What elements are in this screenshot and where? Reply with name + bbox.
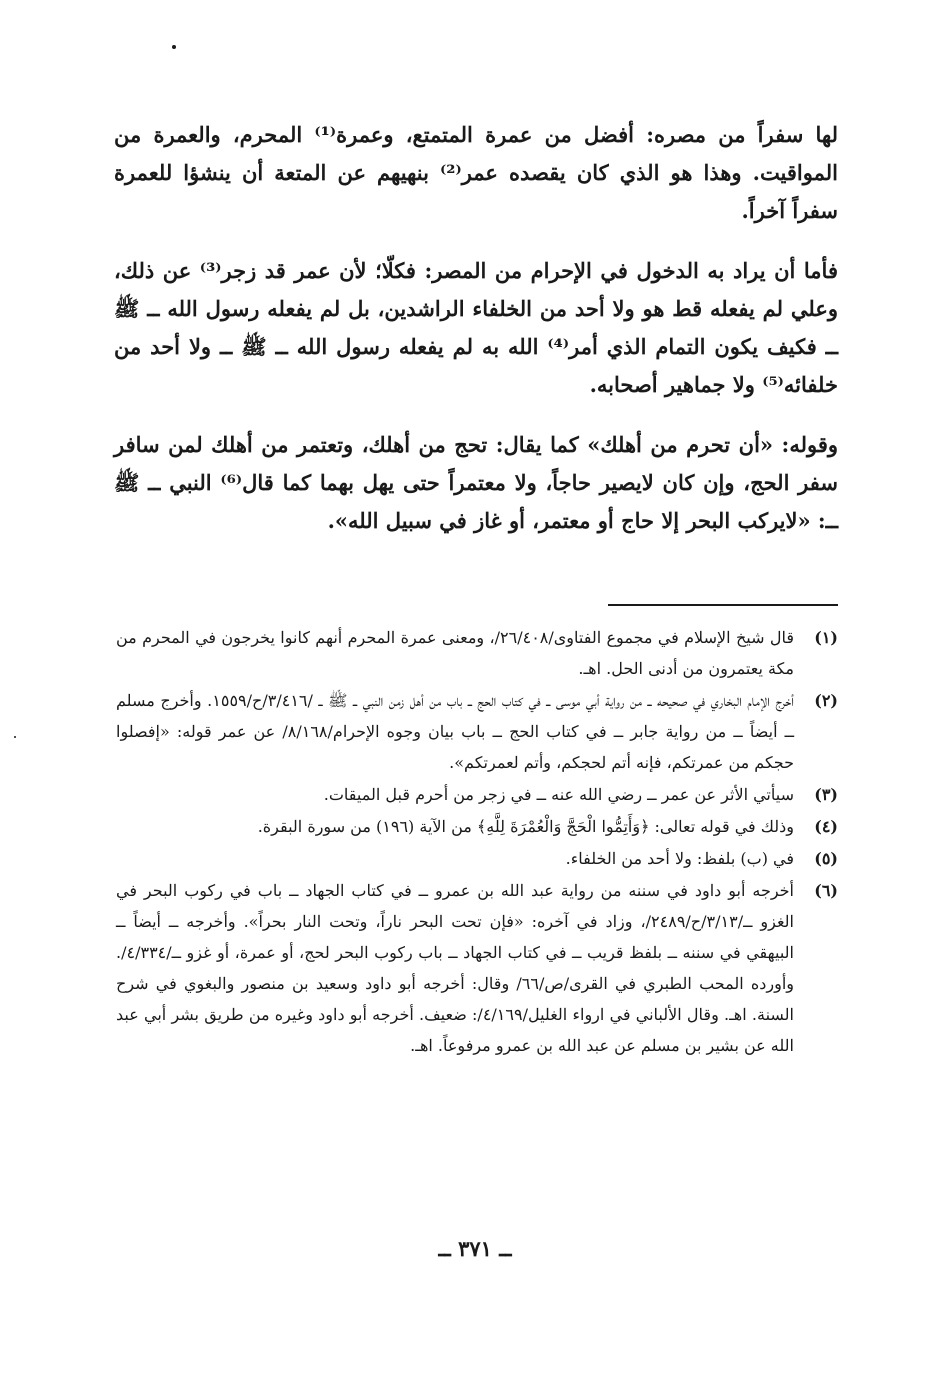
footnote <box>116 843 838 874</box>
footnote <box>116 622 838 684</box>
footnote-number: (٤) <box>814 817 838 836</box>
ink-speck <box>14 736 16 738</box>
footnote-text: أخرج الإمام البخاري في صحيحه ــ من رواية أبي موسى ــ في كتاب الحج ــ باب من أهل زمن النبي ــ ﷺ ــ /٣/٤١٦/ح/١٥٥٩. وأخرج مسلم ــ أيضاً ــ من رواية جابر ــ في كتاب الحج ــ باب بيان وجوه الإحرام/٨/١٦٨/ عن عمر قوله: «إفصلوا حجكم من عمرتكم، فإنه أتم لحجكم، وأتم لعمرتكم». <box>116 691 795 772</box>
footnote-number: (١) <box>814 628 838 647</box>
footnote-number: (٦) <box>814 881 838 900</box>
footnote-text: وذلك في قوله تعالى: ﴿وَأَتِمُّوا الْحَجَّ وَالْعُمْرَةَ لِلَّهِ﴾ من الآية (١٩٦) من سورة البقرة. <box>257 817 794 836</box>
paragraph: وقوله: «أن تحرم من أهلك» كما يقال: تحج من أهلك، وتعتمر من أهلك لمن سافر سفر الحج، وإن كان لايصير حاجاً، ولا معتمراً حتى يهل بهما كما قال⁽⁶⁾ النبي ــ ﷺ ــ: «لايركب البحر إلا حاج أو معتمر، أو غاز في سبيل الله». <box>114 432 838 533</box>
footnote <box>116 685 838 778</box>
footnote-divider <box>608 604 838 606</box>
ink-speck <box>172 45 176 49</box>
paragraph: فأما أن يراد به الدخول في الإحرام من المصر: فكلّا؛ لأن عمر قد زجر⁽³⁾ عن ذلك، وعلي لم يفعله قط هو ولا أحد من الخلفاء الراشدين، بل لم يفعله رسول الله ــ ﷺ ــ فكيف يكون التمام الذي أمر⁽⁴⁾ الله به لم يفعله رسول الله ــ ﷺ ــ ولا أحد من خلفائه⁽⁵⁾ ولا جماهير أصحابه. <box>114 258 838 397</box>
footnote-text: سيأتي الأثر عن عمر ــ رضي الله عنه ــ في زجر من أحرم قبل الميقات. <box>323 785 794 804</box>
footnote-text: قال شيخ الإسلام في مجموع الفتاوى/٢٦/٤٠٨/، ومعنى عمرة المحرم أنهم كانوا يخرجون في المحرم من مكة يعتمرون من أدنى الحل. اهـ. <box>116 628 795 678</box>
main-text <box>114 116 838 562</box>
footnote-number: (٣) <box>814 785 838 804</box>
page-number: ــ ٣٧١ ــ <box>438 1236 512 1261</box>
footnote-text: أخرجه أبو داود في سننه من رواية عبد الله بن عمرو ــ في كتاب الجهاد ــ باب في ركوب البحر في الغزو ــ/٣/١٣/ح/٢٤٨٩/، وزاد في آخره: «فإن تحت البحر ناراً، وتحت النار بحراً». وأخرجه ــ أيضاً ــ البيهقي في سننه ــ بلفظ قريب ــ في كتاب الجهاد ــ باب ركوب البحر لحج، أو عمرة، أو غزو ــ/٤/٣٣٤/. وأورده المحب الطبري في القرى/ص/٦٦/ وقال: أخرجه أبو داود وسعيد بن منصور والبغوي في شرح السنة. اهـ. وقال الألباني في ارواء الغليل/٤/١٦٩/: ضعيف. أخرجه أبو داود وغيره من طريق بشر أبي عبد الله عن بشير بن مسلم عن عبد الله بن عمرو مرفوعاً. اهـ. <box>116 881 795 1055</box>
footnote <box>116 875 838 1061</box>
footnote-number: (٥) <box>814 849 838 868</box>
paragraph: لها سفراً من مصره: أفضل من عمرة المتمتع، وعمرة⁽¹⁾ المحرم، والعمرة من المواقيت. وهذا هو الذي كان يقصده عمر⁽²⁾ بنهيهم عن المتعة أن ينشؤا للعمرة سفراً آخراً. <box>114 122 839 223</box>
footnote <box>116 779 838 810</box>
footnote-number: (٢) <box>814 691 838 710</box>
footnote-text: في (ب) بلفظ: ولا أحد من الخلفاء. <box>565 849 794 868</box>
footnotes <box>116 622 838 1062</box>
footnote <box>116 811 838 842</box>
